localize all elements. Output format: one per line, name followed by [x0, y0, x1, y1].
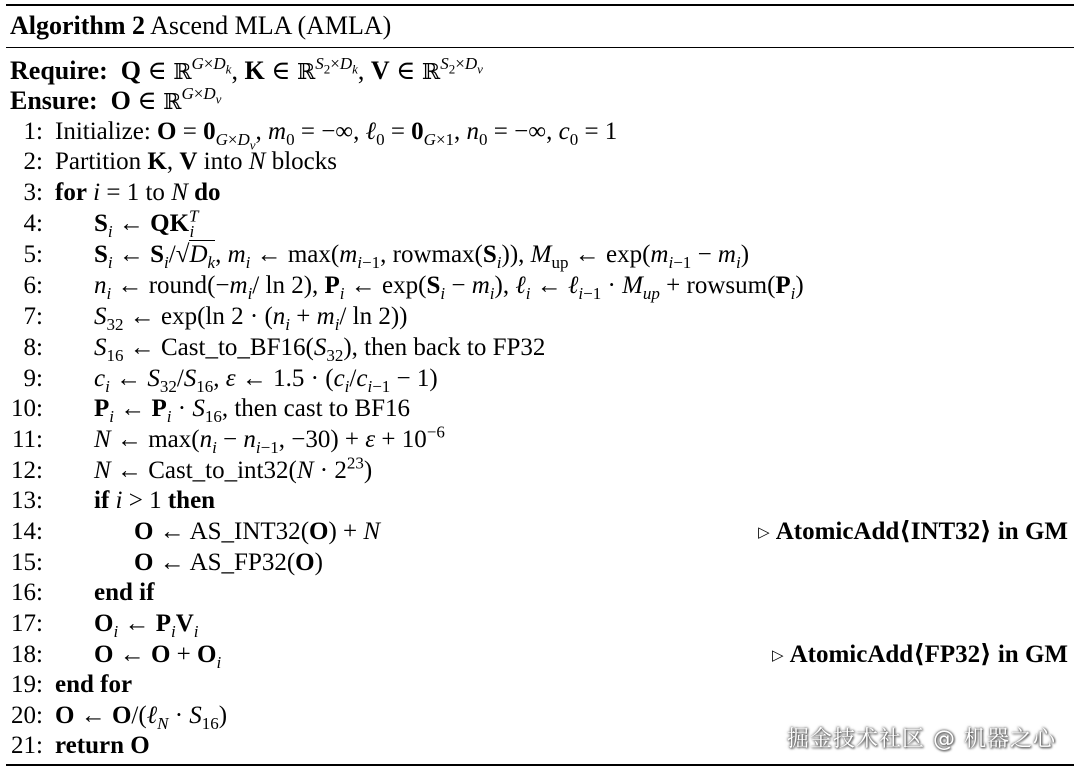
line-number: 6: [23, 272, 43, 299]
algorithm-line: 1: Initialize: $O = 0_{G\times D_v}$, $m_0$ = −∞, ℓ$_0$ = $0_{G\times 1}$, $n_0$ = −∞, $c_0 = 1$ [0, 117, 1080, 147]
require-label: Require: [10, 56, 108, 85]
watermark: 掘金技术社区 @ 机器之心 [787, 727, 1056, 752]
line-number: 16: [11, 579, 43, 606]
line-number: 8: [23, 334, 43, 361]
line-number: 21: [11, 732, 43, 759]
line-number: 9: [23, 365, 43, 392]
ensure-line: Ensure: O ∈ ℝ$^{G\times D_v}$ [10, 84, 222, 115]
line-number: 19: [11, 671, 43, 698]
algorithm-line: 11: N ← $\max(n_i - n_{i-1}$, $-30) + \varepsilon + 10^{-6}$ [0, 425, 1080, 455]
algorithm-line: 15: O ← AS_FP32(O) [0, 548, 1080, 578]
algorithm-line: 4: $S_i$ ← $QK^T_i$ [0, 209, 1080, 239]
algorithm-line: 9: $c_i$ ← $S_{32}/S_{16}$, ε ← $1.5 \cdot (c_i/c_{i-1} - 1)$ [0, 364, 1080, 394]
algorithm-line: 6: $n_i$ ← $round(-m_i/$ ln 2), $P_i$ ← $\exp(S_i - m_i)$, ℓ$_i$ ← ℓ$_{i-1}$ · $M_{up}$ + $rowsum(P_i)$ [0, 271, 1080, 301]
line-number: 14: [11, 518, 43, 545]
line-number: 5: [23, 241, 43, 268]
line-number: 17: [11, 610, 43, 637]
line-number: 13: [11, 487, 43, 514]
ensure-label: Ensure: [10, 86, 98, 115]
algorithm-name: Ascend MLA (AMLA) [150, 11, 392, 40]
algorithm-line: 5: $S_i$ ← $S_i/√D_k$, $m_i$ ← $\max(m_{i-1}$, $rowmax(S_i)$), $M_{up}$ ← $\exp(m_{i-1} - m_i)$ [0, 240, 1080, 270]
algorithm-line: 17: $O_i$ ← $P_iV_i$ [0, 609, 1080, 639]
triangle-right-icon: ▷ [758, 523, 770, 541]
bottom-rule [6, 764, 1074, 766]
algorithm-title [10, 8, 391, 44]
algorithm-label: Algorithm 2 [10, 11, 146, 40]
line-number: 15: [11, 549, 43, 576]
line-comment: ▷ AtomicAdd⟨FP32⟩ in GM [772, 641, 1068, 668]
line-number: 20: [11, 702, 43, 729]
algorithm-line: 13: if i > 1 then [0, 486, 1080, 516]
require-line: Require: Q ∈ ℝ$^{G\times D_k}$, K ∈ ℝ$^{S_2\times D_k}$, V ∈ ℝ$^{S_2\times D_v}$ [10, 54, 483, 85]
line-number: 2: [23, 148, 43, 175]
line-comment: ▷ AtomicAdd⟨INT32⟩ in GM [758, 518, 1068, 545]
line-number: 18: [11, 641, 43, 668]
algorithm-line: 10: $P_i$ ← $P_i \cdot S_{16}$, then cast to BF16 [0, 394, 1080, 424]
line-number: 1: [23, 118, 43, 145]
algorithm-line: 3: for i = 1 to N do [0, 178, 1080, 208]
algorithm-line: 16: end if [0, 578, 1080, 608]
title-rule [6, 47, 1074, 48]
algorithm-line: 14: O ← AS_INT32(O) + N ▷ AtomicAdd⟨INT32⟩ in GM [0, 517, 1080, 547]
line-number: 11: [11, 426, 43, 453]
line-number: 12: [11, 457, 43, 484]
algorithm-line: 19: end for [0, 670, 1080, 700]
algorithm-line: 21: return O [0, 731, 1080, 761]
line-number: 10: [11, 395, 43, 422]
algorithm-line: 18: O ← $O + O_i$ ▷ AtomicAdd⟨FP32⟩ in GM [0, 640, 1080, 670]
triangle-right-icon: ▷ [772, 646, 784, 664]
algorithm-line: 2: Partition K, V into N blocks [0, 147, 1080, 177]
line-number: 4: [23, 210, 43, 237]
algorithm-line: 20: O ← O/(ℓ$_N$ · $S_{16}$) [0, 701, 1080, 731]
line-number: 7: [23, 303, 43, 330]
top-rule [6, 4, 1074, 6]
algorithm-line: 12: N ← Cast_to_int32(N · $2^{23}$) [0, 456, 1080, 486]
algorithm-line: 8: $S_{16}$ ← $Cast\_to\_BF16(S_{32})$, then back to FP32 [0, 333, 1080, 363]
algorithm-line: 7: $S_{32}$ ← exp(ln $2 \cdot (n_i + m_i/$ ln 2)) [0, 302, 1080, 332]
line-number: 3: [23, 179, 43, 206]
